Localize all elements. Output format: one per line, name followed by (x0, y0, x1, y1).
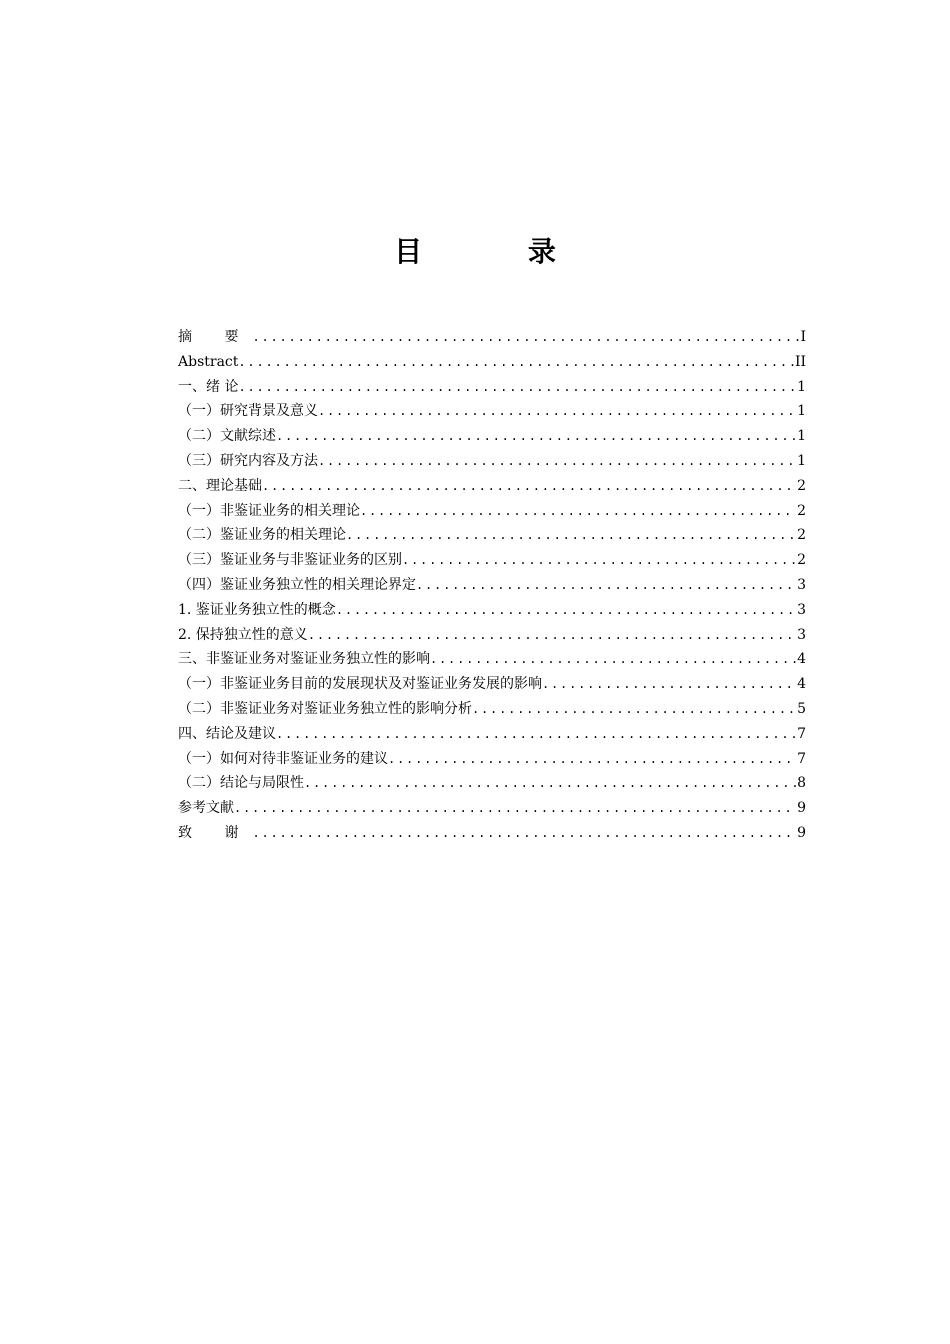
toc-entry-label: 参考文献 (178, 800, 234, 817)
toc-entry-label: 1. 鉴证业务独立性的概念 (178, 601, 336, 618)
toc-entry-section-2-4[interactable] (178, 573, 806, 598)
dot-leader (252, 325, 799, 350)
toc-entry-label: Abstract (178, 353, 239, 370)
toc-entry-section-1-1[interactable] (178, 399, 806, 424)
toc-entry-label: （一）非鉴证业务的相关理论 (178, 502, 360, 519)
toc-entry-page-number: 7 (797, 725, 806, 742)
toc-entry-section-2-1[interactable] (178, 499, 806, 524)
toc-entry-label: （一）如何对待非鉴证业务的建议 (178, 750, 388, 767)
toc-entry-acknowledgements[interactable] (178, 821, 806, 846)
dot-leader (276, 722, 796, 747)
dot-leader (402, 548, 796, 573)
toc-entry-label: （三）鉴证业务与非鉴证业务的区别 (178, 552, 402, 569)
dot-leader (318, 399, 796, 424)
toc-entry-chapter-2[interactable] (178, 474, 806, 499)
toc-entry-label: （二）文献综述 (178, 428, 276, 445)
dot-leader (276, 424, 796, 449)
dot-leader (234, 796, 796, 821)
toc-entry-section-1-2[interactable] (178, 424, 806, 449)
toc-entry-label: 二、理论基础 (178, 477, 262, 494)
toc-entry-label: 四、结论及建议 (178, 725, 276, 742)
toc-entry-label: 2. 保持独立性的意义 (178, 626, 308, 643)
dot-leader (252, 821, 796, 846)
toc-entry-page-number: 2 (797, 477, 806, 494)
toc-entry-page-number: II (794, 353, 806, 370)
dot-leader (430, 647, 796, 672)
toc-entry-page-number: 2 (797, 502, 806, 519)
dot-leader (472, 697, 796, 722)
toc-entry-section-2-3[interactable] (178, 548, 806, 573)
toc-entry-section-1-3[interactable] (178, 449, 806, 474)
toc-entry-section-2-2[interactable] (178, 523, 806, 548)
toc-entry-section-3-2[interactable] (178, 697, 806, 722)
dot-leader (308, 623, 796, 648)
toc-entry-page-number: I (800, 329, 806, 345)
toc-entry-subsection-2-4-1[interactable] (178, 598, 806, 623)
toc-entry-abstract-en[interactable] (178, 350, 806, 375)
toc-entry-label: （二）非鉴证业务对鉴证业务独立性的影响分析 (178, 700, 472, 717)
dot-leader (318, 449, 796, 474)
dot-leader (238, 375, 796, 400)
toc-entry-label: （一）研究背景及意义 (178, 403, 318, 420)
toc-entry-page-number: 1 (797, 378, 806, 395)
toc-entry-page-number: 2 (797, 527, 806, 544)
dot-leader (416, 573, 796, 598)
toc-entry-page-number: 3 (797, 601, 806, 618)
toc-entry-page-number: 9 (797, 800, 806, 817)
dot-leader (304, 771, 796, 796)
toc-entry-section-3-1[interactable] (178, 672, 806, 697)
toc-entry-page-number: 1 (797, 428, 806, 445)
toc-entry-label: 一、绪 论 (178, 378, 239, 395)
toc-entry-page-number: 3 (797, 576, 806, 593)
toc-entry-page-number: 5 (797, 700, 806, 717)
toc-entry-section-4-2[interactable] (178, 771, 806, 796)
dot-leader (238, 350, 794, 375)
toc-entry-page-number: 8 (797, 775, 806, 792)
toc-entry-page-number: 1 (797, 403, 806, 420)
dot-leader (542, 672, 796, 697)
toc-entry-chapter-3[interactable] (178, 647, 806, 672)
toc-entry-page-number: 9 (797, 824, 806, 841)
toc-entry-abstract-cn[interactable] (178, 325, 806, 350)
dot-leader (262, 474, 796, 499)
toc-entry-references[interactable] (178, 796, 806, 821)
toc-entry-page-number: 7 (797, 750, 806, 767)
dot-leader (336, 598, 796, 623)
toc-entry-label: 摘 要 (178, 329, 253, 345)
page-title: 目 录 (394, 235, 604, 268)
toc-entry-page-number: 1 (797, 452, 806, 469)
toc-entry-label: 致 谢 (178, 824, 253, 841)
toc-entry-subsection-2-4-2[interactable] (178, 623, 806, 648)
toc-entry-label: （四）鉴证业务独立性的相关理论界定 (178, 576, 416, 593)
dot-leader (346, 523, 796, 548)
toc-entry-label: （二）鉴证业务的相关理论 (178, 527, 346, 544)
dot-leader (388, 747, 796, 772)
toc-entry-page-number: 3 (797, 626, 806, 643)
toc-entry-page-number: 4 (797, 676, 806, 693)
toc-entry-label: （三）研究内容及方法 (178, 452, 318, 469)
toc-entry-label: （一）非鉴证业务目前的发展现状及对鉴证业务发展的影响 (178, 676, 542, 693)
toc-entry-section-4-1[interactable] (178, 747, 806, 772)
toc-entry-label: 三、非鉴证业务对鉴证业务独立性的影响 (178, 651, 430, 668)
toc-entry-label: （二）结论与局限性 (178, 775, 304, 792)
toc-entry-chapter-1[interactable] (178, 375, 806, 400)
toc-entry-page-number: 4 (797, 651, 806, 668)
table-of-contents (178, 325, 806, 846)
toc-entry-page-number: 2 (797, 552, 806, 569)
dot-leader (360, 499, 796, 524)
toc-entry-chapter-4[interactable] (178, 722, 806, 747)
